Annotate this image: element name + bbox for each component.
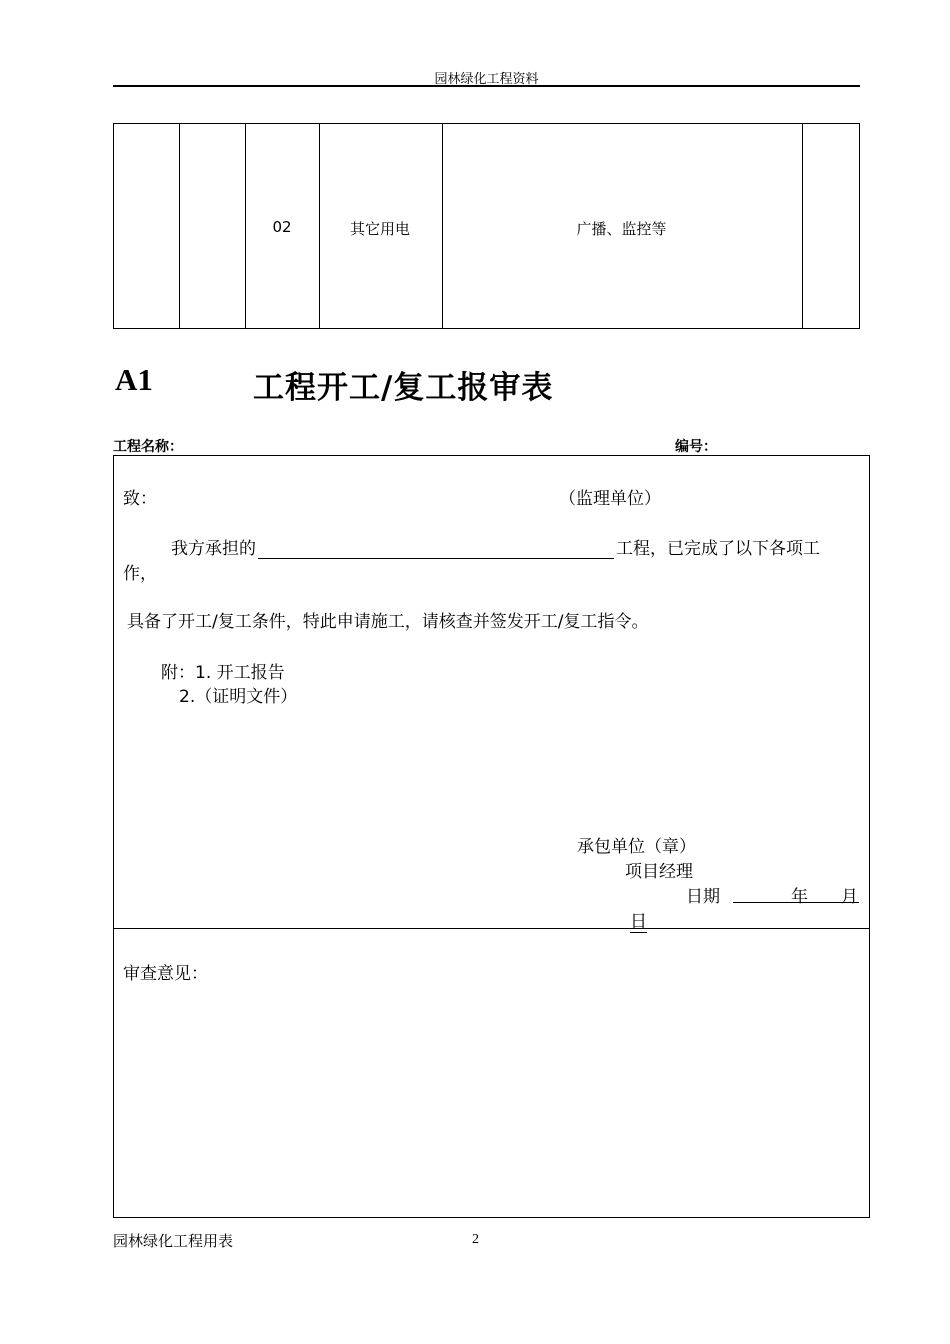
- date-year-month: [733, 882, 859, 907]
- page-number: 2: [472, 1232, 479, 1247]
- footer-form-name: 园林绿化工程用表: [113, 1232, 234, 1250]
- table-cell-name: 其它用电: [349, 220, 410, 238]
- body-line-1-prefix: 我方承担的: [171, 539, 256, 559]
- number-label: 编号：: [675, 439, 717, 455]
- page-header-title: 园林绿化工程资料: [434, 72, 539, 87]
- review-opinion-label: 审查意见：: [123, 964, 208, 984]
- supervisor-unit-label: （监理单位）: [559, 489, 661, 509]
- attachment-2: 2.（证明文件）: [179, 687, 298, 707]
- day-label: 日: [630, 907, 647, 933]
- project-manager-label: 项目经理: [625, 862, 693, 882]
- form-title: 工程开工/复工报审表: [253, 370, 554, 406]
- year-label: 年: [791, 887, 808, 907]
- attachment-1: 附：1. 开工报告: [161, 663, 285, 683]
- body-line-1-suffix: 工程，已完成了以下各项工: [616, 539, 820, 559]
- project-name-label: 工程名称：: [113, 439, 183, 455]
- table-column-divider: [179, 124, 180, 328]
- contractor-label: 承包单位（章）: [577, 837, 696, 857]
- form-code: A1: [115, 362, 153, 397]
- application-form-box: [113, 455, 870, 1218]
- body-line-2: 具备了开工/复工条件，特此申请施工，请核查并签发开工/复工指令。: [127, 612, 649, 632]
- to-label: 致：: [123, 489, 157, 509]
- table-column-divider: [802, 124, 803, 328]
- project-blank-line: [258, 540, 614, 559]
- header-rule: [113, 85, 860, 87]
- date-label: 日期: [686, 887, 720, 907]
- month-label: 月: [841, 887, 858, 907]
- review-section-divider: [113, 928, 870, 929]
- table-cell-content: 广播、监控等: [576, 220, 667, 238]
- body-line-1-wrap: 作，: [123, 564, 157, 584]
- table-cell-code: 02: [272, 218, 292, 236]
- body-line-1: [171, 534, 820, 559]
